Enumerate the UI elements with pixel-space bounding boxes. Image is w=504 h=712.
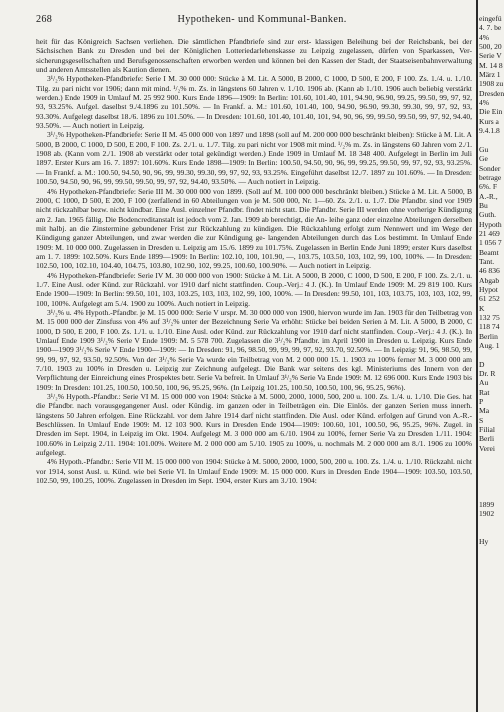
fragment-line: eingefü bbox=[479, 14, 502, 23]
page-number: 268 bbox=[36, 14, 53, 25]
fragment-line: Abgab bbox=[479, 275, 500, 285]
fragment-line: Kurs a bbox=[479, 116, 499, 126]
fragment-line bbox=[479, 463, 504, 472]
fragment-line: Aug. 1 bbox=[479, 341, 500, 351]
fragment-line: Ma bbox=[479, 406, 490, 416]
fragment-line: März 1 bbox=[479, 70, 501, 80]
fragment-line bbox=[479, 565, 504, 574]
fragment-line bbox=[479, 453, 504, 462]
paragraph: 4% Hypotheken-Pfandbriefe: Serie III M. 30 000 000 von 1899. (Soll auf M. 100 000 000 beschränkt bleiben.) Stücke à M. Lit. A 5000, B 2000, C 1000, D 500, E 200, F 100 (zerfallend in 60 Abteilungen von je M. 500 000, Nr. 1—60. Zs. 2./1. u. 1./7. Die Pfandbr. sind vor 1909 nicht rückzahlbar bezw. nicht kündbar. Eine Ausl. einzelner Pfandbr. findet nicht statt. Die Pfandbr. Serie III werden ohne vorherige Kündigung am 2. Jan. 1965 fällig. Die Bodencreditanstalt ist jedoch vom 2. Jan. 1909 ab berechtigt, die An- leihe ganz oder einzelne Abteilungen derselben mit halbj. an die Zinstermine gebundener Frist zur Rückzahlung zu kündigen. Die Rückzahlung erfolgt zum Nennwert und im Wege der Kündigung ganzer Abteilungen, und zwar werden die zur Kündigung ge- langenden Abteilungen durch das Los bestimmt. In Umlauf Ende 1909: M. 10 000 000. Zugelassen in Dresden u. Leipzig am 15./6. 1899 zu 101.75%. Zugelassen in Berlin Ende Juni 1899; erster Kurs daselbst am 1. 7. 1899: 102.50%. Kurs Ende 1899—1909: In Berlin: 102.10, 100, 101.90, —, 103.75, 103.50, 103, 102, 99, 100, 100%. — In Dresden: 102.50, 100, 102.10, 104.40, 104.75, 103.80, 102.90, 102, 99.25, 100.60, 100.90%. — Auch notiert in Leipzig. bbox=[36, 186, 472, 271]
fragment-line: P bbox=[479, 397, 484, 407]
paragraph: 4% Hypotheken-Pfandbriefe: Serie IV M. 30 000 000 von 1900: Stücke à M. Lit. A 5000, B 2000, C 1000, D 500, E 200, F 100. Zs. 2./1. u. 1./7. Eine Ausl. oder Künd. zur Rückzahl. vor 1910 darf nicht stattfinden. Coup.-Verj.: 4 J. (K.). In Umlauf Ende 1909: M. 29 819 100. Kurs Ende 1900—1909: In Berlin: 99.50, 101, 103, 103.25, 103, 103, 102, 99, 100, 100%. — In Dresden: 99.50, 101, 103, 103.75, 103, 103, 102, 99, 100, 100%. Aufgelegt am 5./4. 1900 zu 100%. Auch notiert in Leipzig. bbox=[36, 270, 472, 308]
fragment-line bbox=[479, 575, 504, 584]
fragment-line bbox=[479, 528, 504, 537]
paragraph: 3¹/₂% u. 4% Hypoth.-Pfandbr. je M. 15 000 000: Serie V urspr. M. 30 000 000 von 1900, hiervon wurde im Jan. 1903 für den Teilbetrag von M. 15 000 000 der Zinsfuss von 4% auf 3¹/₂% unter der Bezeichnung Serie Va erhöht: Stücke bei beiden Serien à M. Lit. A 5000, B 2000, C 1000, D 500, E 200, F 100. Zs. 1./1. u. 1./10. Eine Ausl. oder Künd. zur Rückzahlung vor 1910 darf nicht stattfinden. Coup.-Verj.: 4 J. (K.). In Umlauf Ende 1909 3¹/₂% Serie V Ende 1909: M. 5 578 700. Zugelassen die 3¹/₂% Pfandbr. im April 1900 in Dresden u. Leipzig. Kurs Ende 1900—1909 3¹/₂% Serie V Ende 1900—1909: — In Dresden: 91, 96, 98.50, 99, 99, 99, 97, 92, 93.70, 92.50%. — In Leipzig: 91, 96, 98.50, 99, 99, 99, 97, 92, 93.50, 92.50%. Von der 3¹/₂% Serie Va wurde ein Teilbetrag von M. 2 000 000 15. 1. 1903 zu 100% ferner M. 3 000 000 am 7./10. 1903 zu 100% in Dresden u. Leipzig zur Zeichnung aufgelegt. Die Bank war seitens des kgl. Ministeriums des Innern von der Verpflichtung der Einreichung eines Prospektes betr. Serie Va befreit. In Umlauf 3¹/₂% Serie Va Ende 1909: M. 12 696 000. Kurs Ende 1903 bis 1909: In Dresden: 101.25, 100.50, 100.50, 100, 96, 95.25, 96%. (In Leipzig 101.25, 100.50, 100.50, 100, 96, 95.25, 96%). bbox=[36, 307, 472, 392]
fragment-line: Verei bbox=[479, 443, 495, 453]
column-divider bbox=[476, 0, 478, 712]
paragraph: 4% Hypoth.-Pfandbr.: Serie VII M. 15 000 000 von 1904: Stücke à M. 5000, 2000, 1000, 500, 200 u. 100. Zs. 1./4. u. 1./10. Rückzahl. nicht vor 1914, sonst Ausl. u. Künd. wie bei Serie VI. In Umlauf Ende 1909: M. 15 000 000. Kurs in Dresden Ende 1904—1909: 103.50, 103.50, 102.50, 99, 100.25, 100%. Zugelassen in Dresden im Sept. 1904, erster Kurs am 3./10. 1904: bbox=[36, 457, 472, 486]
fragment-line: A.-R., bbox=[479, 191, 498, 201]
fragment-line bbox=[479, 584, 504, 593]
fragment-line: Hypoth bbox=[479, 219, 502, 229]
fragment-line bbox=[479, 481, 504, 490]
main-column bbox=[36, 14, 472, 486]
fragment-line: 132 75 bbox=[479, 313, 500, 322]
adjacent-page-fragment bbox=[479, 14, 504, 631]
fragment-line: Dr. R bbox=[479, 369, 496, 379]
fragment-line bbox=[479, 491, 504, 500]
fragment-line bbox=[479, 547, 504, 556]
fragment-line bbox=[479, 603, 504, 612]
fragment-line: D bbox=[479, 359, 485, 369]
page-title: Hypotheken- und Kommunal-Banken. bbox=[177, 14, 347, 25]
fragment-line bbox=[479, 519, 504, 528]
fragment-line: 4. 7. be bbox=[479, 23, 502, 33]
fragment-line bbox=[479, 556, 504, 565]
fragment-line: 1902 bbox=[479, 509, 495, 519]
fragment-line bbox=[479, 350, 504, 359]
fragment-line: Gu bbox=[479, 144, 489, 154]
fragment-line bbox=[479, 612, 504, 621]
fragment-line bbox=[479, 621, 504, 630]
body-text bbox=[36, 37, 472, 486]
fragment-line: 9.4.1.8 bbox=[479, 126, 500, 136]
fragment-line: Au bbox=[479, 378, 489, 388]
fragment-line: Hypot bbox=[479, 284, 498, 294]
fragment-line: Rat bbox=[479, 387, 490, 397]
fragment-line: 1 056 7 bbox=[479, 238, 502, 248]
fragment-line: M. 14 8 bbox=[479, 60, 503, 70]
fragment-line: Tant. bbox=[479, 256, 495, 266]
fragment-line bbox=[479, 472, 504, 481]
fragment-line: 500, 20 bbox=[479, 42, 502, 52]
fragment-line: Berlin bbox=[479, 331, 498, 341]
fragment-line: 4% bbox=[479, 32, 490, 42]
fragment-line: S bbox=[479, 415, 484, 425]
fragment-line: 4% bbox=[479, 98, 490, 108]
fragment-line: 1899 bbox=[479, 499, 495, 509]
fragment-line: Hy bbox=[479, 537, 489, 547]
fragment-line: Sonder bbox=[479, 163, 501, 173]
fragment-line: 1908 zu bbox=[479, 79, 504, 89]
fragment-line bbox=[479, 135, 504, 144]
fragment-line: Serie V bbox=[479, 51, 502, 61]
paragraph: 3¹/₂% Hypotheken-Pfandbriefe: Serie I M. 30 000 000: Stücke à M. Lit. A 5000, B 2000, C 1000, D 500, E 200, F 100. Zs. 1./4. u. 1./10. Tilg. zu pari nicht vor 1906; dann mit mind. ¹/₂% m. Zs. in längstens 60 Jahren v. 1./10. 1906 ab. (Kann ab 1./10. 1906 auch beliebig verstärkt werden.) Ende 1909 in Umlauf M. 25 992 900. Kurs Ende 1896—1909: In Berlin: 101.60, 101.40, 101, 94.90, 96.90, 99.25, 99.50, 99, 97, 92, 93, 93.25%. Aufgel. daselbst 9./4.1896 zu 101.50%. — In Frankf. a. M.: 101.60, 101.40, 100, 94.90, 96.90, 99.30, 99.30, 99, 97, 92, 93, 93.30%. Aufgelegt daselbst 18./6. 1896 zu 101.50%. — In Dresden: 101.60, 101.40, 101.40, 101, 94, 90, 96, 99, 99.50, 99.50, 99, 97, 92, 94.40, 93.50%. — Auch notiert in Leipzig. bbox=[36, 74, 472, 131]
fragment-line: 21 469 bbox=[479, 228, 500, 238]
fragment-line: 46 836 bbox=[479, 266, 500, 276]
fragment-line: K bbox=[479, 303, 485, 313]
paragraph: 3¹/₂% Hypotheken-Pfandbriefe: Serie II M. 45 000 000 von 1897 und 1898 (soll auf M. 200 000 000 beschränkt bleiben): Stücke à M. Lit. A 5000, B 2000, C 1000, D 500, E 200, F 100. Zs. 2./1. u. 1./7. Tilg. zu pari nicht vor 1908 mit mind. ¹/₂% m. Zs. in längstens 60 Jahren vom 2./1. 1908 ab. (Kann vom 2./1. 1908 ab verstärkt oder total gekündigt werden.) Ende 1909 in Umlauf M. 18 348 400. Aufgelegt in Berlin im Juli 1897. Erster Kurs am 16. 7. 1897: 101.60%. Kurs Ende 1898—1909: In Berlin: 100.50, 94.50, 90, 96, 99, 99.25, 99.50, 99, 97, 92, 93, 93.25%. — In Frankf. a. M.: 100.50, 94.50, 90, 96, 99, 99.30, 99.30, 99, 97, 92, 93, 93.25%. Eingeführt daselbst 12./7. 1897 zu 101.60%. — In Dresden: 100.50, 94.50, 90, 96, 99, 99.50, 99.50, 99, 97, 92, 94.40, 93.50%. — Auch notiert in Leipzig. bbox=[36, 130, 472, 187]
fragment-line: 6%. F bbox=[479, 182, 498, 192]
fragment-line: Die Ein bbox=[479, 107, 503, 117]
fragment-line: betrage bbox=[479, 172, 502, 182]
paragraph: 3¹/₂% Hypoth.-Pfandbr.: Serie VI M. 15 000 000 von 1904: Stücke à M. 5000, 2000, 1000, 500, 200 u. 100. Zs. 1./4. u. 1./10. Die Ges. hat die Pfandbr. nach vorausgegangener Ausl. oder Kündig. im ganzen oder in Teilbeträgen ein. Die Einlös. der ganzen Serien muss innerh. längstens 50 Jahren erfolgen. Eine Rückzahl. vor dem Jahre 1914 darf nicht stattfinden. Die Ausl. oder Künd. erfolgen auf Grund von A.-R.-Beschlüssen. In Umlauf Ende 1909: M. 12 103 900. Kurs in Dresden Ende 1904—1909: 100.60, 101, 100.50, 96, 95.25, 96%. Zugel. in Dresden im Sept. 1904, in Leipzig im Okt. 1904. Aufgelegt M. 3 000 000 am 6./10. 1904 zu 100%, ferner Serie Va zu Dresden 1./11. 1904: 100.60% in Leipzig 2./11. 1904: 101.00%. Weitere M. 2 000 000 am 5./10. 1905 zu 100%, u. nochmals M. 2 000 000 am 8./1. 1906 zu 100% aufgelegt. bbox=[36, 392, 472, 458]
fragment-line bbox=[479, 593, 504, 602]
fragment-line: Ge bbox=[479, 154, 488, 164]
fragment-line: Beamt bbox=[479, 247, 499, 257]
fragment-line: Berli bbox=[479, 434, 495, 444]
fragment-line: Bu bbox=[479, 200, 488, 210]
fragment-line: 61 252 bbox=[479, 294, 500, 304]
fragment-line: Guth. bbox=[479, 210, 496, 220]
fragment-line: Filial bbox=[479, 425, 495, 435]
running-header bbox=[36, 14, 472, 25]
paragraph: heit für das Königreich Sachsen verliehen. Die sämtlichen Pfandbriefe sind zur erst- klassigen Beleihung bei der Reichsbank, bei der Sächsischen Bank zu Dresden und bei der Königlichen Lotteriedarlehenskasse zu Leipzig zugelassen, dürfen von Sparkassen, Ver- sicherungsgesellschaften und Berufsgenossenschaften erworben werden und können bei den Kassen der Stadt, der Staatseisenbahnverwaltung und anderen Amtsstellen als Kaution dienen. bbox=[36, 37, 472, 75]
fragment-line: Dresden bbox=[479, 88, 504, 98]
fragment-line: 118 74 bbox=[479, 322, 500, 332]
